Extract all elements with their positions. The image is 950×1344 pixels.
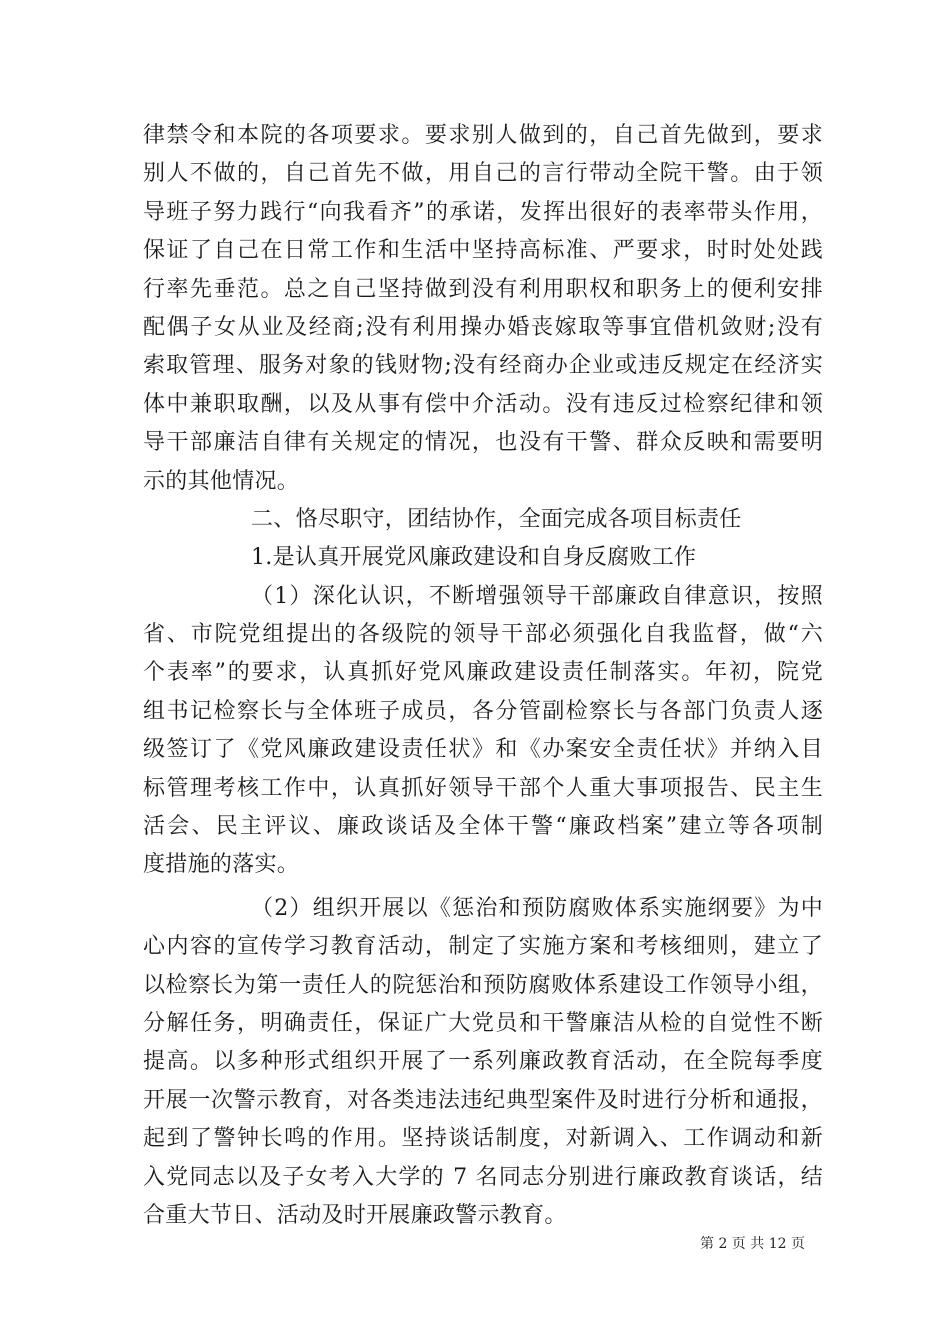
text-line: （1）深化认识，不断增强领导干部廉政自律意识，按照 [251, 583, 823, 609]
text-line: 合重大节日、活动及时开展廉政警示教育。 [143, 1202, 567, 1228]
text-line: 示的其他情况。 [143, 468, 300, 494]
text-line: 开展一次警示教育，对各类违法违纪典型案件及时进行分析和通报， [143, 1087, 823, 1113]
text-line: 配偶子女从业及经商;没有利用操办婚丧嫁取等事宜借机敛财;没有 [143, 314, 823, 340]
text-line: （2）组织开展以《惩治和预防腐败体系实施纲要》为中 [251, 895, 823, 921]
text-line: 级签订了《党风廉政建设责任状》和《办案安全责任状》并纳入目 [143, 737, 823, 763]
text-line: 别人不做的，自己首先不做，用自己的言行带动全院干警。由于领 [143, 161, 823, 187]
text-line: 度措施的落实。 [143, 852, 300, 878]
text-line: 律禁令和本院的各项要求。要求别人做到的，自己首先做到，要求 [143, 123, 823, 148]
text-line: 提高。以多种形式组织开展了一系列廉政教育活动，在全院每季度 [143, 1049, 823, 1075]
text-line: 心内容的宣传学习教育活动，制定了实施方案和考核细则，建立了 [143, 934, 823, 960]
text-line: 组书记检察长与全体班子成员，各分管副检察长与各部门负责人逐 [143, 698, 823, 724]
text-line: 省、市院党组提出的各级院的领导干部必须强化自我监督，做“六 [143, 622, 823, 648]
text-line: 体中兼职取酬，以及从事有偿中介活动。没有违反过检察纪律和领 [143, 391, 823, 417]
text-line: 保证了自己在日常工作和生活中坚持高标准、严要求，时时处处践 [143, 238, 823, 264]
text-line: 导班子努力践行“向我看齐”的承诺，发挥出很好的表率带头作用， [143, 199, 823, 225]
text-line: 标管理考核工作中，认真抓好领导干部个人重大事项报告、民主生 [143, 775, 823, 801]
section-heading: 二、恪尽职守，团结协作，全面完成各项目标责任 [251, 506, 742, 532]
text-line: 行率先垂范。总之自己坚持做到没有利用职权和职务上的便利安排 [143, 276, 823, 302]
text-line: 分解任务，明确责任，保证广大党员和干警廉洁从检的自觉性不断 [143, 1010, 823, 1036]
text-line: 起到了警钟长鸣的作用。坚持谈话制度，对新调入、工作调动和新 [143, 1126, 823, 1152]
text-line: 个表率”的要求，认真抓好党风廉政建设责任制落实。年初，院党 [143, 660, 823, 686]
text-line: 活会、民主评议、廉政谈话及全体干警“廉政档案”建立等各项制 [143, 814, 823, 840]
text-line: 入党同志以及子女考入大学的 7 名同志分别进行廉政教育谈话，结 [143, 1164, 823, 1190]
page-number-footer: 第 2 页 共 12 页 [700, 1236, 805, 1252]
body-text [143, 117, 823, 1235]
subsection-heading: 1.是认真开展党风廉政建设和自身反腐败工作 [251, 545, 697, 571]
text-line: 导干部廉洁自律有关规定的情况，也没有干警、群众反映和需要明 [143, 430, 823, 456]
text-line: 以检察长为第一责任人的院惩治和预防腐败体系建设工作领导小组， [143, 972, 823, 998]
text-line: 索取管理、服务对象的钱财物;没有经商办企业或违反规定在经济实 [143, 353, 823, 379]
